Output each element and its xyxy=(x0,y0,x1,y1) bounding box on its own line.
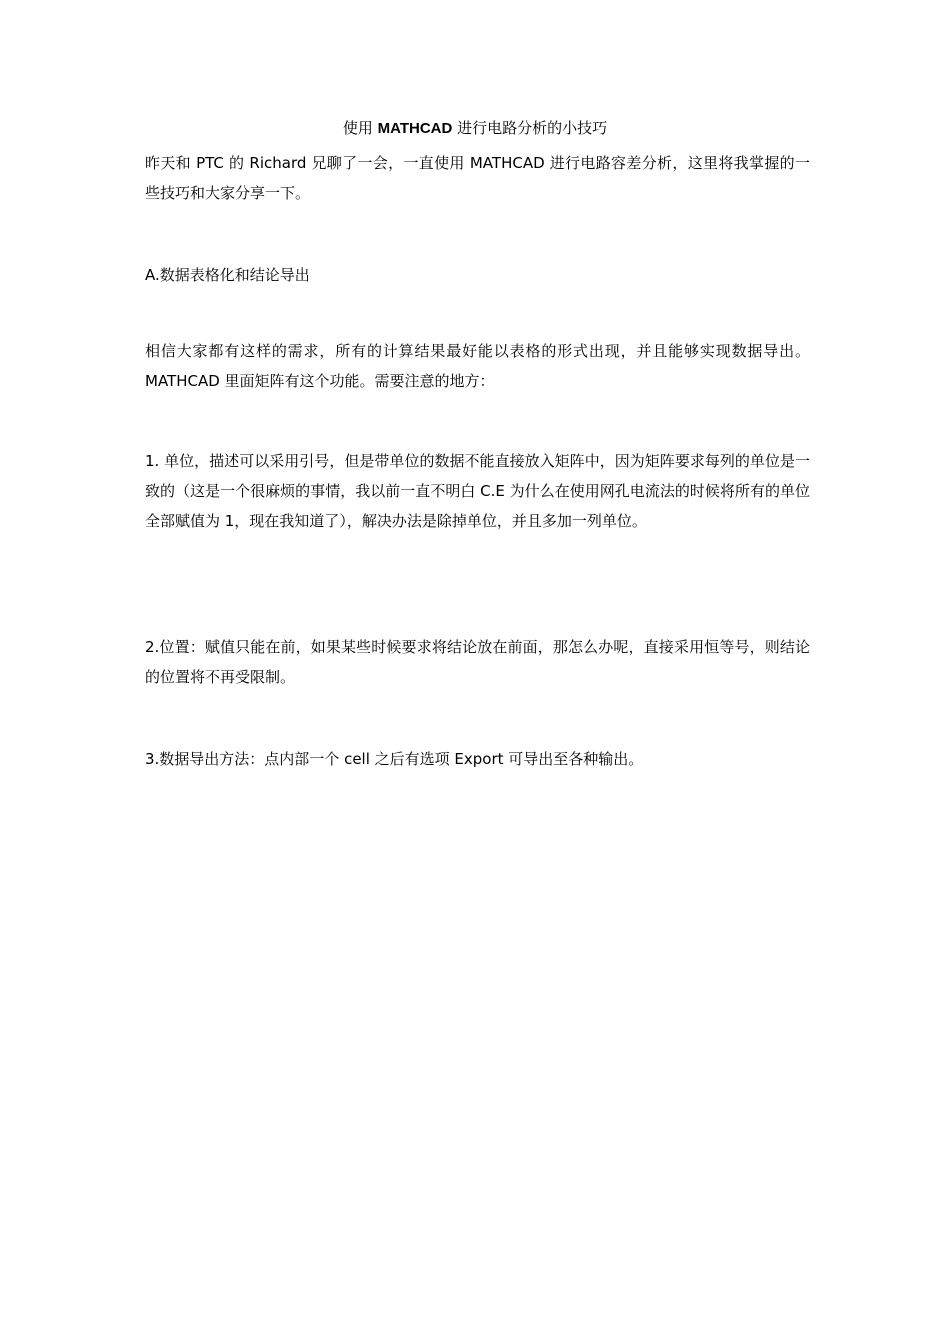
document-title xyxy=(0,117,950,140)
section-a-description: 相信大家都有这样的需求，所有的计算结果最好能以表格的形式出现，并且能够实现数据导出。MATHCAD 里面矩阵有这个功能。需要注意的地方： xyxy=(145,342,810,390)
title-bold-mathcad: MATHCAD xyxy=(377,120,453,137)
title-suffix: 进行电路分析的小技巧 xyxy=(457,119,608,137)
intro-paragraph: 昨天和 PTC 的 Richard 兄聊了一会，一直使用 MATHCAD 进行电路容差分析，这里将我掌握的一些技巧和大家分享一下。 xyxy=(145,154,810,202)
list-item-1: 1. 单位，描述可以采用引号，但是带单位的数据不能直接放入矩阵中，因为矩阵要求每列的单位是一致的（这是一个很麻烦的事情，我以前一直不明白 C.E 为什么在使用网孔电流法的时候将所有的单位全部赋值为 1，现在我知道了），解决办法是除掉单位，并且多加一列单位。 xyxy=(145,452,810,530)
list-item-3: 3.数据导出方法：点内部一个 cell 之后有选项 Export 可导出至各种输出。 xyxy=(145,750,644,768)
list-item-2: 2.位置：赋值只能在前，如果某些时候要求将结论放在前面，那怎么办呢，直接采用恒等号，则结论的位置将不再受限制。 xyxy=(145,638,810,686)
section-a-heading: A.数据表格化和结论导出 xyxy=(145,266,310,284)
title-prefix: 使用 xyxy=(342,119,373,137)
